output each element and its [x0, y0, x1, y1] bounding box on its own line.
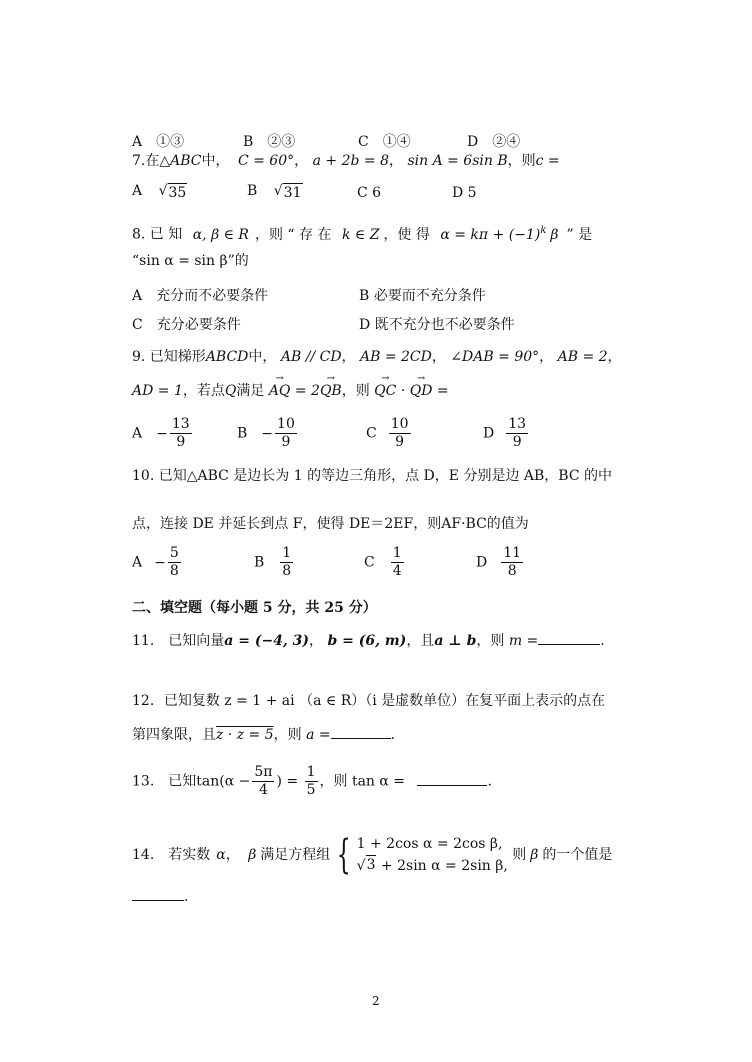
q7-option-d: D 5 [452, 185, 477, 201]
q8-stem-line2: “sin α = sin β”的 [132, 253, 249, 269]
q10-option-d: D $\frac{11}{8}$ [476, 545, 522, 579]
q11-answer-blank [538, 630, 600, 645]
q7-stem: 7.在△ABC中， C = 60°， a + 2b = 8， sin A = 6sin B，则c = [132, 153, 560, 169]
q9-option-c: C $\frac{10}{9}$ [366, 416, 409, 450]
q8-option-d: D 既不充分也不必要条件 [359, 317, 515, 333]
q10-option-a: A − $\frac{5}{8}$ [132, 545, 179, 579]
q9-stem-line2: AD = 1，若点Q满足 → AQ = 2→ QB，则 → QC · → QD = [132, 381, 449, 401]
q7-option-b: B √ 31 [247, 183, 302, 201]
equation-system-brace: { [336, 832, 351, 878]
q7-option-a: A √ 35 [132, 183, 187, 201]
q10-option-c: C $\frac{1}{4}$ [364, 545, 402, 579]
q8-option-c: C 充分必要条件 [132, 317, 241, 333]
q8-stem-line1: 8. 已 知 α, β ∈ R ，则 “ 存 在 k ∈ Z ，使 得 $\alpha = k\pi + (-1)^k$ β ” 是 [132, 225, 593, 243]
q6-option-b: B ②③ [243, 134, 296, 150]
q11-stem: 11. 已知向量a = (−4, 3)， b = (6, m)，且a ⊥ b，则 m = . [132, 630, 605, 651]
page-number: 2 [372, 994, 380, 1008]
q6-option-c: C ①④ [358, 134, 411, 150]
q13-stem: 13. 已知tan(α − $\frac{5\pi}{4}$ ) = $\frac{1}{5}$ ，则 tan α = . [132, 764, 492, 798]
q14-answer-line: . [132, 886, 188, 907]
q10-stem-line2: 点，连接 DE 并延长到点 F，使得 DE＝2EF，则AF·BC的值为 [132, 516, 529, 532]
q9-option-b: B − $\frac{10}{9}$ [237, 416, 295, 450]
q7-option-c: C 6 [357, 185, 382, 201]
q9-option-d: D $\frac{13}{9}$ [483, 416, 527, 450]
q14-answer-blank [132, 886, 184, 901]
q8-option-b: B 必要而不充分条件 [359, 288, 486, 304]
q12-stem-line2: 第四象限，且z · z = 5，则 a = . [132, 724, 395, 745]
q12-answer-blank [331, 724, 391, 739]
q10-option-b: B $\frac{1}{8}$ [254, 545, 292, 579]
equation-system: 1 + 2cos α = 2cos β, √ 3 + 2sin α = 2sin β, [356, 836, 508, 874]
q12-stem-line1: 12．已知复数 z = 1 + ai （a ∈ R）（i 是虚数单位）在复平面上表示的点在 [132, 693, 606, 709]
q14-stem: 14. 若实数 α， β 满足方程组 { 1 + 2cos α = 2cos β, √ 3 + 2sin α = 2sin β, 则 β 的一个值是 [132, 832, 613, 878]
q9-option-a: A − $\frac{13}{9}$ [132, 416, 190, 450]
q6-option-d: D ②④ [467, 134, 521, 150]
q9-stem-line1: 9. 已知梯形ABCD中， AB // CD， AB = 2CD， ∠DAB = 90°， AB = 2， [132, 349, 622, 365]
section2-heading: 二、填空题（每小题 5 分，共 25 分） [132, 600, 377, 616]
q10-stem-line1: 10. 已知△ABC 是边长为 1 的等边三角形，点 D，E 分别是边 AB，BC 的中 [132, 468, 613, 484]
q13-answer-blank [417, 771, 487, 786]
q8-option-a: A 充分而不必要条件 [132, 288, 269, 304]
q6-option-a: A ①③ [132, 134, 185, 150]
